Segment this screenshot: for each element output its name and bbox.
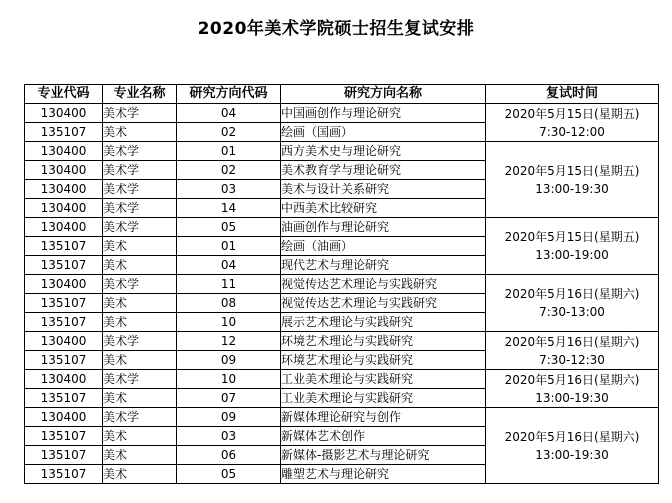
exam-time-range: 7:30-12:00 xyxy=(539,124,605,139)
major-name-cell: 美术 xyxy=(103,294,177,313)
direction-name-cell: 美术与设计关系研究 xyxy=(281,180,486,199)
header-exam-time: 复试时间 xyxy=(486,85,659,104)
direction-name-cell: 新媒体-摄影艺术与理论研究 xyxy=(281,446,486,465)
direction-name-cell: 中西美术比较研究 xyxy=(281,199,486,218)
table-row xyxy=(25,408,659,427)
direction-name-cell: 视觉传达艺术理论与实践研究 xyxy=(281,294,486,313)
major-code-cell: 135107 xyxy=(25,351,103,370)
major-code-cell: 130400 xyxy=(25,275,103,294)
direction-code-cell: 05 xyxy=(177,465,281,484)
table-row xyxy=(25,370,659,389)
exam-date: 2020年5月15日(星期五) xyxy=(504,230,640,244)
exam-time-cell xyxy=(486,370,659,408)
direction-name-cell: 中国画创作与理论研究 xyxy=(281,104,486,123)
exam-time-range: 13:00-19:00 xyxy=(535,248,609,262)
exam-date: 2020年5月15日(星期五) xyxy=(504,163,640,178)
exam-date: 2020年5月16日(星期六) xyxy=(504,372,640,387)
direction-code-cell: 08 xyxy=(177,294,281,313)
exam-time-range: 13:00-19:30 xyxy=(535,390,609,405)
major-code-cell: 135107 xyxy=(25,123,103,142)
table-row xyxy=(25,275,659,294)
page-title: 2020年美术学院硕士招生复试安排 xyxy=(197,19,475,39)
direction-name-cell: 环境艺术理论与实践研究 xyxy=(281,351,486,370)
direction-code-cell: 04 xyxy=(177,256,281,275)
major-name-cell: 美术 xyxy=(103,313,177,332)
direction-code-cell: 03 xyxy=(177,427,281,446)
table-row xyxy=(25,332,659,351)
major-code-cell: 135107 xyxy=(25,237,103,256)
exam-date: 2020年5月15日(星期五) xyxy=(504,106,640,121)
major-code-cell: 130400 xyxy=(25,370,103,389)
major-name-cell: 美术 xyxy=(103,446,177,465)
major-name-cell: 美术学 xyxy=(103,142,177,161)
direction-code-cell: 09 xyxy=(177,408,281,427)
exam-date: 2020年5月16日(星期六) xyxy=(504,287,640,301)
direction-code-cell: 04 xyxy=(177,104,281,123)
direction-name-cell: 绘画（油画） xyxy=(281,237,486,256)
header-direction-name: 研究方向名称 xyxy=(281,85,486,104)
exam-date: 2020年5月16日(星期六) xyxy=(504,334,640,349)
exam-time-range: 13:00-19:30 xyxy=(535,447,609,462)
direction-code-cell: 01 xyxy=(177,237,281,256)
direction-name-cell: 工业美术理论与实践研究 xyxy=(281,370,486,389)
direction-code-cell: 12 xyxy=(177,332,281,351)
table-row xyxy=(25,218,659,237)
direction-code-cell: 05 xyxy=(177,218,281,237)
major-code-cell: 135107 xyxy=(25,294,103,313)
direction-name-cell: 美术教育学与理论研究 xyxy=(281,161,486,180)
direction-name-cell: 西方美术史与理论研究 xyxy=(281,142,486,161)
major-name-cell: 美术学 xyxy=(103,180,177,199)
header-row xyxy=(25,85,659,104)
direction-name-cell: 现代艺术与理论研究 xyxy=(281,256,486,275)
major-name-cell: 美术 xyxy=(103,351,177,370)
exam-time-range: 7:30-13:00 xyxy=(539,305,605,319)
direction-code-cell: 06 xyxy=(177,446,281,465)
major-code-cell: 130400 xyxy=(25,180,103,199)
exam-time-cell xyxy=(486,332,659,370)
direction-code-cell: 11 xyxy=(177,275,281,294)
direction-code-cell: 02 xyxy=(177,123,281,142)
direction-name-cell: 雕塑艺术与理论研究 xyxy=(281,465,486,484)
direction-code-cell: 01 xyxy=(177,142,281,161)
direction-code-cell: 03 xyxy=(177,180,281,199)
major-code-cell: 130400 xyxy=(25,104,103,123)
major-code-cell: 135107 xyxy=(25,256,103,275)
major-name-cell: 美术学 xyxy=(103,218,177,237)
major-name-cell: 美术学 xyxy=(103,275,177,294)
major-name-cell: 美术 xyxy=(103,123,177,142)
major-code-cell: 135107 xyxy=(25,389,103,408)
header-direction-code: 研究方向代码 xyxy=(177,85,281,104)
major-name-cell: 美术 xyxy=(103,256,177,275)
exam-time-cell xyxy=(486,218,659,275)
direction-name-cell: 环境艺术理论与实践研究 xyxy=(281,332,486,351)
major-name-cell: 美术 xyxy=(103,389,177,408)
major-name-cell: 美术 xyxy=(103,237,177,256)
header-major-name: 专业名称 xyxy=(103,85,177,104)
major-name-cell: 美术学 xyxy=(103,370,177,389)
exam-time-cell xyxy=(486,142,659,218)
direction-name-cell: 展示艺术理论与实践研究 xyxy=(281,313,486,332)
major-code-cell: 130400 xyxy=(25,142,103,161)
major-code-cell: 130400 xyxy=(25,161,103,180)
exam-time-cell xyxy=(486,408,659,484)
major-code-cell: 130400 xyxy=(25,332,103,351)
major-name-cell: 美术学 xyxy=(103,104,177,123)
major-name-cell: 美术学 xyxy=(103,332,177,351)
schedule-table xyxy=(24,84,659,484)
major-code-cell: 135107 xyxy=(25,465,103,484)
direction-name-cell: 新媒体理论研究与创作 xyxy=(281,408,486,427)
header-major-code: 专业代码 xyxy=(25,85,103,104)
major-code-cell: 130400 xyxy=(25,218,103,237)
exam-time-cell xyxy=(486,275,659,332)
major-name-cell: 美术学 xyxy=(103,408,177,427)
direction-name-cell: 油画创作与理论研究 xyxy=(281,218,486,237)
major-name-cell: 美术 xyxy=(103,427,177,446)
direction-name-cell: 绘画（国画） xyxy=(281,123,486,142)
major-code-cell: 130400 xyxy=(25,408,103,427)
major-code-cell: 130400 xyxy=(25,199,103,218)
direction-code-cell: 02 xyxy=(177,161,281,180)
exam-date: 2020年5月16日(星期六) xyxy=(504,429,640,444)
direction-code-cell: 10 xyxy=(177,370,281,389)
direction-code-cell: 10 xyxy=(177,313,281,332)
major-name-cell: 美术学 xyxy=(103,199,177,218)
major-name-cell: 美术 xyxy=(103,465,177,484)
table-row xyxy=(25,104,659,123)
major-name-cell: 美术学 xyxy=(103,161,177,180)
direction-code-cell: 14 xyxy=(177,199,281,218)
schedule-body xyxy=(25,104,659,484)
table-row xyxy=(25,142,659,161)
exam-time-range: 13:00-19:30 xyxy=(535,181,609,196)
direction-name-cell: 视觉传达艺术理论与实践研究 xyxy=(281,275,486,294)
major-code-cell: 135107 xyxy=(25,446,103,465)
direction-code-cell: 09 xyxy=(177,351,281,370)
major-code-cell: 135107 xyxy=(25,427,103,446)
major-code-cell: 135107 xyxy=(25,313,103,332)
exam-time-cell xyxy=(486,104,659,142)
direction-name-cell: 工业美术理论与实践研究 xyxy=(281,389,486,408)
direction-name-cell: 新媒体艺术创作 xyxy=(281,427,486,446)
direction-code-cell: 07 xyxy=(177,389,281,408)
exam-time-range: 7:30-12:30 xyxy=(539,352,605,367)
